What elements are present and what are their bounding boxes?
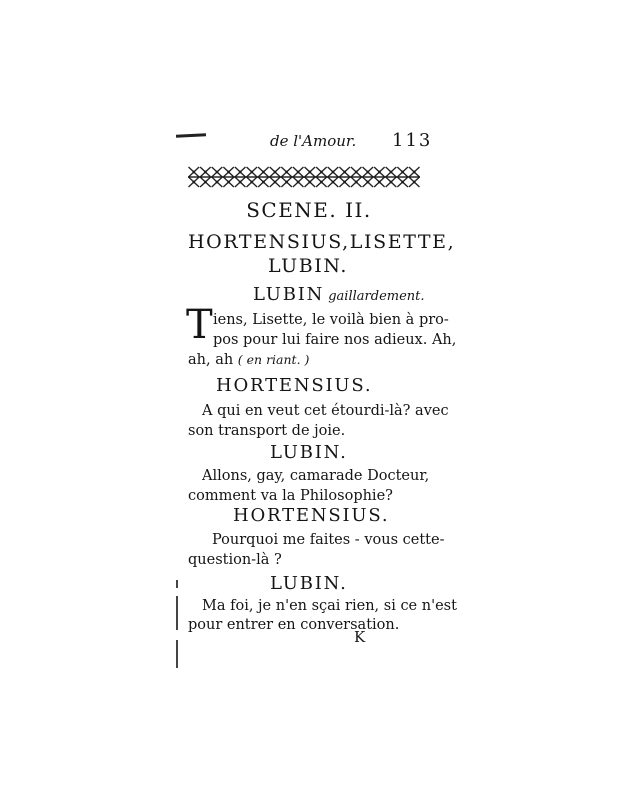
page-number: 113: [392, 130, 433, 151]
characters-line-1: HORTENSIUS,LISETTE,: [188, 231, 456, 253]
speech-line: pour entrer en conversation.: [188, 617, 400, 633]
speech-line: iens, Lisette, le voilà bien à pro-: [213, 312, 449, 328]
speaker-name: LUBIN.: [270, 573, 348, 594]
speaker-heading: [253, 284, 425, 305]
speech-line: Allons, gay, camarade Docteur,: [202, 468, 430, 484]
speech-text: ah, ah: [188, 352, 234, 368]
speech-line: Ma foi, je n'en sçai rien, si ce n'est: [202, 598, 457, 614]
speech-line: comment va la Philosophie?: [188, 488, 393, 504]
speech-line: pos pour lui faire nos adieux. Ah,: [213, 332, 457, 348]
speaker-name: HORTENSIUS.: [216, 375, 373, 396]
speaker-name: HORTENSIUS.: [233, 505, 390, 526]
catchword: K: [354, 628, 366, 646]
drop-cap: T: [186, 302, 213, 348]
scene-title: SCENE. II.: [246, 198, 372, 222]
speaker-name: LUBIN: [253, 284, 325, 305]
margin-mark: [176, 640, 178, 668]
header-rule: [176, 133, 206, 138]
speaker-name: LUBIN.: [270, 442, 348, 463]
ornament-band: [188, 166, 420, 188]
speech-line: question-là ?: [188, 552, 282, 568]
speech-line: A qui en veut cet étourdi-là? avec: [202, 403, 449, 419]
speech-line: Pourquoi me faites - vous cette-: [212, 532, 445, 548]
margin-mark: [176, 596, 178, 630]
running-head: de l'Amour.: [270, 132, 357, 150]
margin-mark: [176, 580, 178, 588]
characters-line-2: LUBIN.: [267, 255, 349, 277]
stage-direction: ( en riant. ): [237, 352, 310, 367]
speaker-stage-note: gaillardement.: [328, 289, 425, 304]
speech-line: son transport de joie.: [188, 423, 346, 439]
speech-line: [188, 352, 309, 368]
